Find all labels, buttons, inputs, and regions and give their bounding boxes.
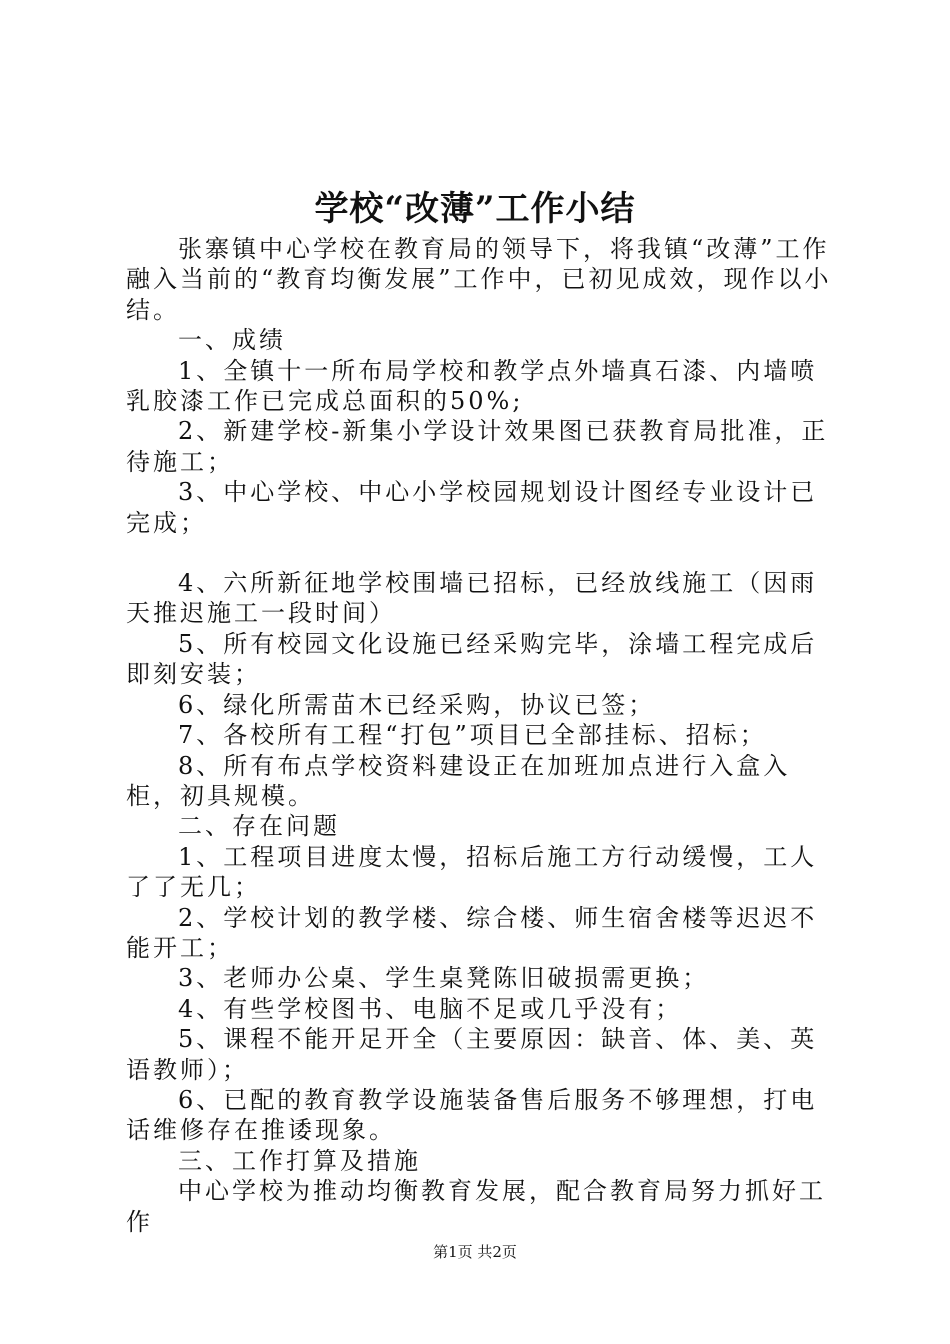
intro-paragraph: 张寨镇中心学校在教育局的领导下，将我镇“改薄”工作融入当前的“教育均衡发展”工作中，已初见成效，现作以小结。	[126, 235, 832, 324]
achievement-item-5: 5、所有校园文化设施已经采购完毕，涂墙工程完成后即刻安装；	[126, 629, 818, 689]
section-heading-achievements: 一、成绩	[178, 326, 286, 355]
achievement-item-3: 3、中心学校、中心小学校园规划设计图经专业设计已完成；	[126, 478, 818, 537]
achievement-item-1: 1、全镇十一所布局学校和教学点外墙真石漆、内墙喷乳胶漆工作已完成总面积的50%;	[126, 356, 818, 416]
problem-item-5: 5、课程不能开足开全（主要原因：缺音、体、美、英语教师）；	[126, 1025, 818, 1084]
problem-item-4: 4、有些学校图书、电脑不足或几乎没有；	[178, 994, 683, 1023]
document-body	[126, 234, 836, 1237]
problem-item-3: 3、老师办公桌、学生桌凳陈旧破损需更换；	[178, 964, 710, 993]
document-title: 学校“改薄”工作小结	[314, 189, 636, 229]
section-heading-problems: 二、存在问题	[178, 812, 340, 841]
page-footer: 第1页 共2页	[433, 1243, 517, 1261]
problem-item-2: 2、学校计划的教学楼、综合楼、师生宿舍楼等迟迟不能开工；	[126, 903, 818, 962]
problem-item-1: 1、工程项目进度太慢，招标后施工方行动缓慢，工人了了无几；	[126, 842, 818, 902]
section-heading-plans: 三、工作打算及措施	[178, 1146, 421, 1175]
achievement-item-2: 2、新建学校-新集小学设计效果图已获教育局批准，正待施工；	[126, 417, 829, 476]
achievement-item-8: 8、所有布点学校资料建设正在加班加点进行入盒入柜，初具规模。	[126, 751, 791, 810]
achievement-item-7: 7、各校所有工程“打包”项目已全部挂标、招标；	[178, 721, 767, 750]
plans-paragraph: 中心学校为推动均衡教育发展，配合教育局努力抓好工作	[126, 1177, 826, 1236]
achievement-item-6: 6、绿化所需苗木已经采购，协议已签；	[178, 690, 656, 719]
achievement-item-4: 4、六所新征地学校围墙已招标，已经放线施工（因雨天推迟施工一段时间）	[126, 569, 818, 628]
problem-item-6: 6、已配的教育教学设施装备售后服务不够理想，打电话维修存在推诿现象。	[126, 1085, 818, 1145]
